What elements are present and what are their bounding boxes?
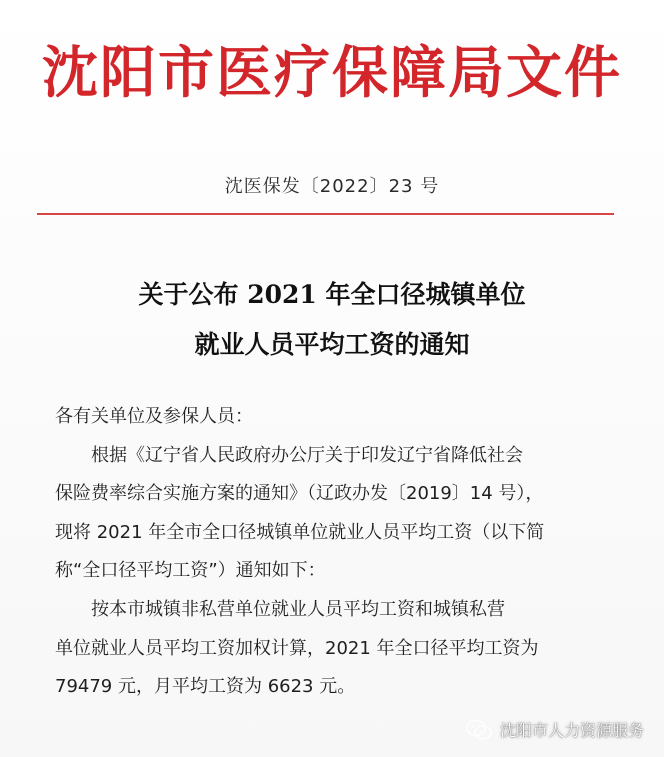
- document-number: 沈医保发〔2022〕23 号: [224, 176, 440, 197]
- salutation: 各有关单位及参保人员：: [55, 406, 253, 427]
- notice-title-line-2: 就业人员平均工资的通知: [194, 330, 470, 359]
- paragraph-1-line-3: 现将 2021 年全市全口径城镇单位就业人员平均工资（以下简: [55, 521, 545, 543]
- notice-body: [55, 398, 635, 707]
- source-watermark: [466, 718, 644, 741]
- paragraph-2-line-1: 按本市城镇非私营单位就业人员平均工资和城镇私营: [91, 598, 505, 620]
- notice-title-line-1: 关于公布 2021 年全口径城镇单位: [138, 280, 526, 309]
- paragraph-2-line-3: 79479 元，月平均工资为 6623 元。: [55, 676, 356, 698]
- paragraph-1-line-4: 称“全口径平均工资”）通知如下：: [55, 560, 326, 582]
- issuing-authority-header: 沈阳市医疗保障局文件: [42, 40, 622, 106]
- wechat-icon: [466, 719, 492, 741]
- notice-title: [0, 270, 664, 370]
- paragraph-1-line-2: 保险费率综合实施方案的通知》（辽政办发〔2019〕14 号），: [55, 483, 544, 505]
- paragraph-1-line-1: 根据《辽宁省人民政府办公厅关于印发辽宁省降低社会: [91, 444, 523, 466]
- paragraph-2-line-2: 单位就业人员平均工资加权计算，2021 年全口径平均工资为: [55, 637, 539, 659]
- watermark-text: 沈阳市人力资源服务: [499, 721, 644, 740]
- red-divider: [37, 213, 614, 215]
